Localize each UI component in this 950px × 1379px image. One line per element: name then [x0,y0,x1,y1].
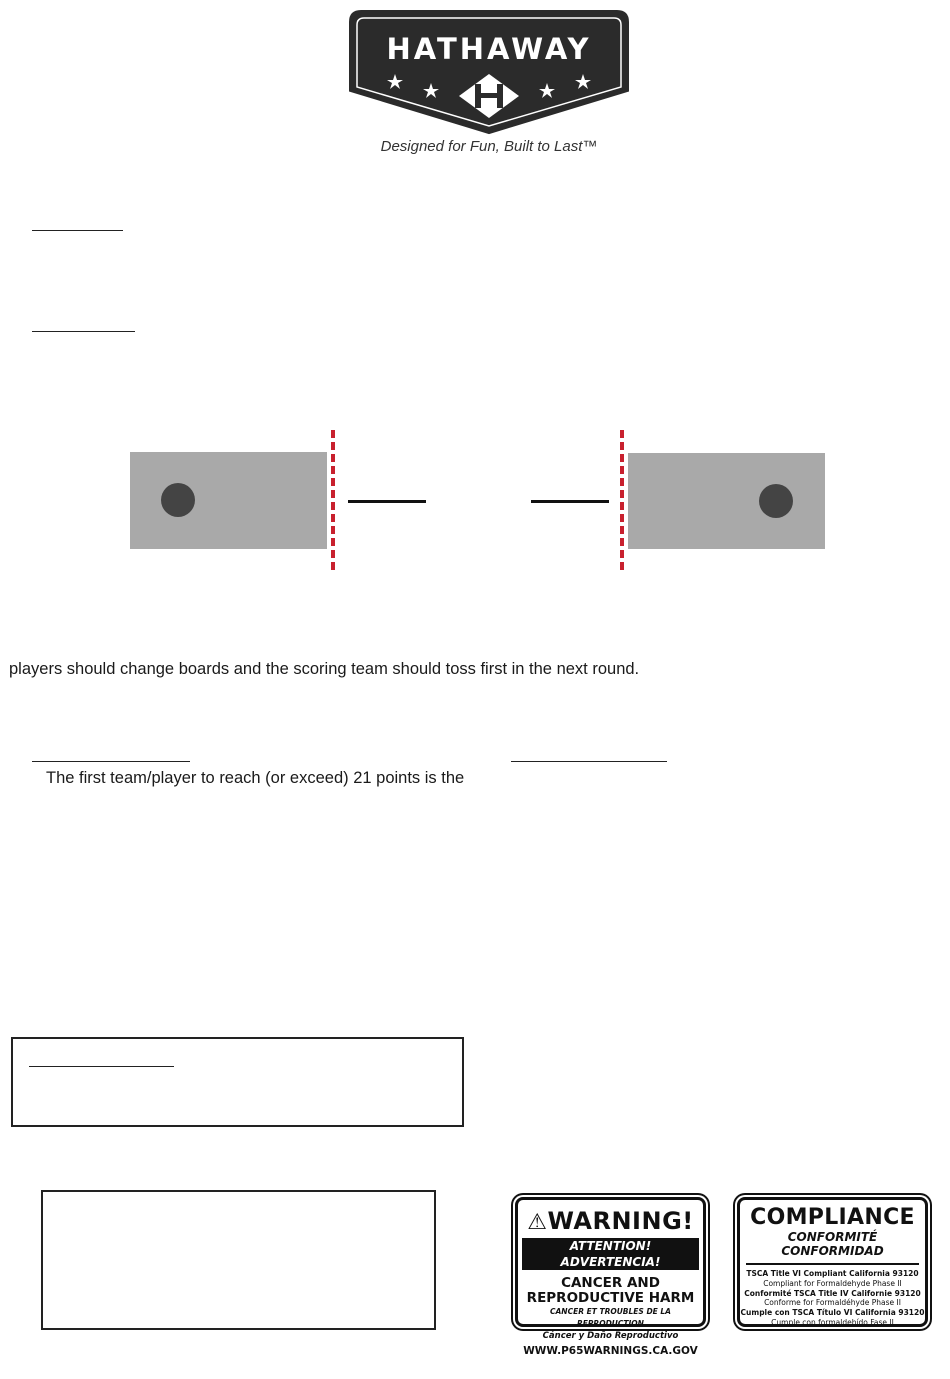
right-board [628,453,825,549]
compliance-french: CONFORMITÉ [787,1230,878,1244]
compliance-line: Conforme for Formaldéhyde Phase II [764,1298,901,1308]
prop65-warning-label [515,1197,706,1357]
left-foul-line [331,430,335,570]
compliance-line: Conformité TSCA Title IV Californie 93120 [744,1288,921,1298]
compliance-spanish: CONFORMIDAD [781,1244,884,1258]
compliance-label [737,1197,928,1327]
right-foul-line [620,430,624,570]
section-heading-underline [32,230,123,231]
left-board [130,452,327,549]
distance-marker-left [348,500,426,503]
section-heading-underline [511,761,667,762]
warning-triangle-icon: ⚠ [527,1210,548,1235]
winning-rule-text: The first team/player to reach (or exceed) 21 points is the [46,769,465,787]
brand-logo [347,8,631,136]
left-board-hole [161,483,195,517]
section-heading-underline [32,761,190,762]
warning-harm-line-2: REPRODUCTIVE HARM [526,1290,695,1306]
warning-title [518,1208,703,1236]
warning-french: CANCER ET TROUBLES DE LA REPRODUCTION [550,1307,671,1328]
warning-harm-line-1: CANCER AND [561,1275,660,1291]
right-board-hole [759,484,793,518]
brand-name: HATHAWAY [386,32,592,66]
notice-box [41,1190,436,1330]
warning-url: WWW.P65WARNINGS.CA.GOV [523,1345,698,1357]
compliance-line: Cumple con TSCA Título VI California 93120 [740,1308,925,1318]
distance-marker-right [531,500,609,503]
compliance-title: COMPLIANCE [750,1205,915,1230]
section-heading-underline [32,331,135,332]
compliance-line: Cumple con formaldehído Fase II [771,1317,894,1327]
section-heading-underline [29,1066,174,1067]
info-box [11,1037,464,1127]
court-diagram [128,428,828,573]
brand-tagline: Designed for Fun, Built to Last™ [380,138,598,155]
warning-spanish: Cáncer y Daño Reproductivo [542,1331,679,1341]
round-rule-text: players should change boards and the scoring team should toss first in the next round. [9,660,640,678]
compliance-divider [746,1263,919,1265]
warning-subtitle: ATTENTION! ADVERTENCIA! [522,1238,699,1270]
warning-title-text: WARNING! [547,1207,694,1235]
compliance-line: Compliant for Formaldehyde Phase II [763,1278,902,1288]
compliance-line: TSCA Title VI Compliant California 93120 [746,1269,919,1278]
